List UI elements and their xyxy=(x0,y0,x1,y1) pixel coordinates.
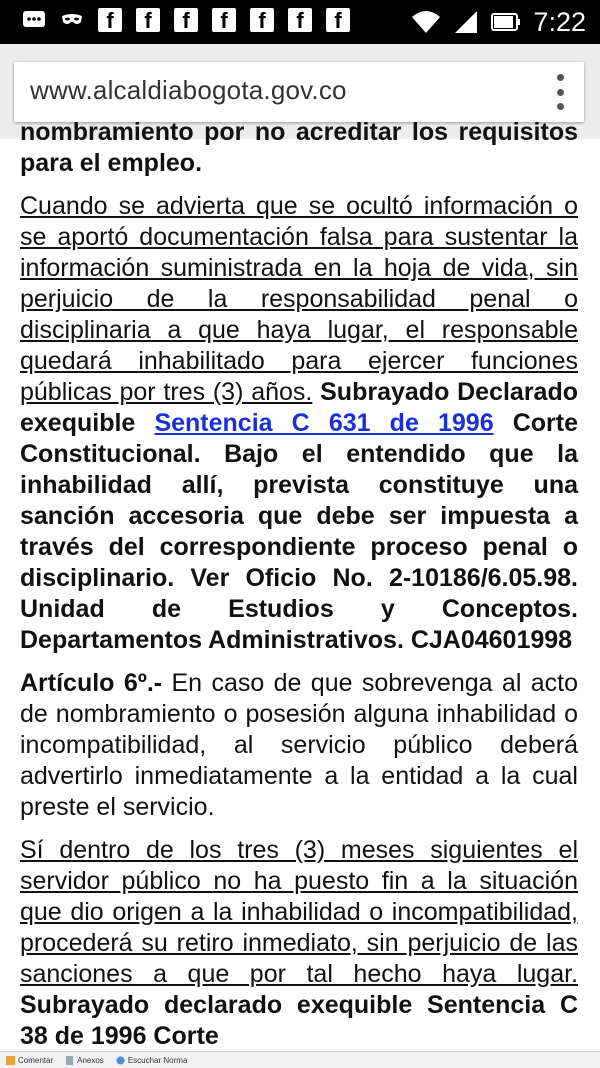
facebook-icon: f xyxy=(250,8,274,32)
page-content xyxy=(0,118,600,1051)
notification-icons xyxy=(22,8,350,32)
attachment-icon xyxy=(65,1056,74,1065)
chat-icon xyxy=(22,8,46,32)
bold-note: Subrayado declarado exequible Sentencia C 38 de 1996 Corte xyxy=(20,991,578,1050)
bold-note: Subrayado Declarado exequible xyxy=(20,378,578,437)
facebook-icon: f xyxy=(174,8,198,32)
paragraph-retiro xyxy=(20,835,578,1052)
clock: 7:22 xyxy=(533,7,586,37)
battery-icon xyxy=(491,11,521,33)
facebook-icon: f xyxy=(136,8,160,32)
comment-icon xyxy=(6,1056,15,1065)
status-bar xyxy=(0,0,600,44)
signal-icon xyxy=(453,9,479,35)
facebook-icon: f xyxy=(288,8,312,32)
attachments-label: Anexos xyxy=(77,1055,104,1065)
overflow-menu-icon[interactable] xyxy=(554,74,566,110)
attachments-button[interactable] xyxy=(65,1056,104,1065)
listen-button[interactable] xyxy=(116,1056,188,1065)
url-text[interactable]: www.alcaldiabogota.gov.co xyxy=(30,75,347,105)
speaker-icon xyxy=(116,1056,125,1065)
facebook-icon: f xyxy=(212,8,236,32)
bottom-toolbar xyxy=(0,1051,600,1068)
underlined-text: Sí dentro de los tres (3) meses siguientes el servidor público no ha puesto fin a la situación que dio origen a la inhabilidad o incompatibilidad, procederá su retiro inmediato, sin perjuicio de las sanciones a que por tal hecho haya lugar. xyxy=(20,836,578,988)
bold-note: Corte Constitucional. Bajo el entendido que la inhabilidad allí, prevista constituye una sanción accesoria que debe ser impuesta a través del correspondiente proceso penal o disciplinario. Ver Oficio No. 2-10186/6.05.98. Unidad de Estudios y Conceptos. Departamentos Administrativos. CJA04601998 xyxy=(20,409,578,654)
article-text: En caso de que sobrevenga al acto de nombramiento o posesión alguna inhabilidad o incompatibilidad, al servicio público deberá advertirlo inmediatamente a la entidad a la cual preste el servicio. xyxy=(20,669,578,821)
mask-icon xyxy=(60,8,84,32)
paragraph-articulo-6 xyxy=(20,668,578,823)
wifi-icon xyxy=(411,9,441,35)
comment-label: Comentar xyxy=(18,1055,54,1065)
address-bar[interactable] xyxy=(14,62,584,122)
paragraph-false-information xyxy=(20,191,578,656)
underlined-text: Cuando se advierta que se ocultó información o se aportó documentación falsa para sustentar la información suministrada en la hoja de vida, sin perjuicio de la responsabilidad penal o disciplinaria a que haya lugar, el responsable quedará inhabilitado para ejercer funciones públicas por tres (3) años. xyxy=(20,192,578,406)
paragraph-requirements: nombramiento por no acreditar los requisitos para el empleo. xyxy=(20,118,578,177)
facebook-icon: f xyxy=(326,8,350,32)
comment-button[interactable] xyxy=(6,1056,53,1065)
article-heading: Artículo 6º.- xyxy=(20,669,163,697)
system-icons xyxy=(411,6,586,38)
facebook-icon: f xyxy=(98,8,122,32)
sentencia-link[interactable]: Sentencia C 631 de 1996 xyxy=(154,409,494,437)
listen-label: Escuchar Norma xyxy=(127,1055,188,1065)
